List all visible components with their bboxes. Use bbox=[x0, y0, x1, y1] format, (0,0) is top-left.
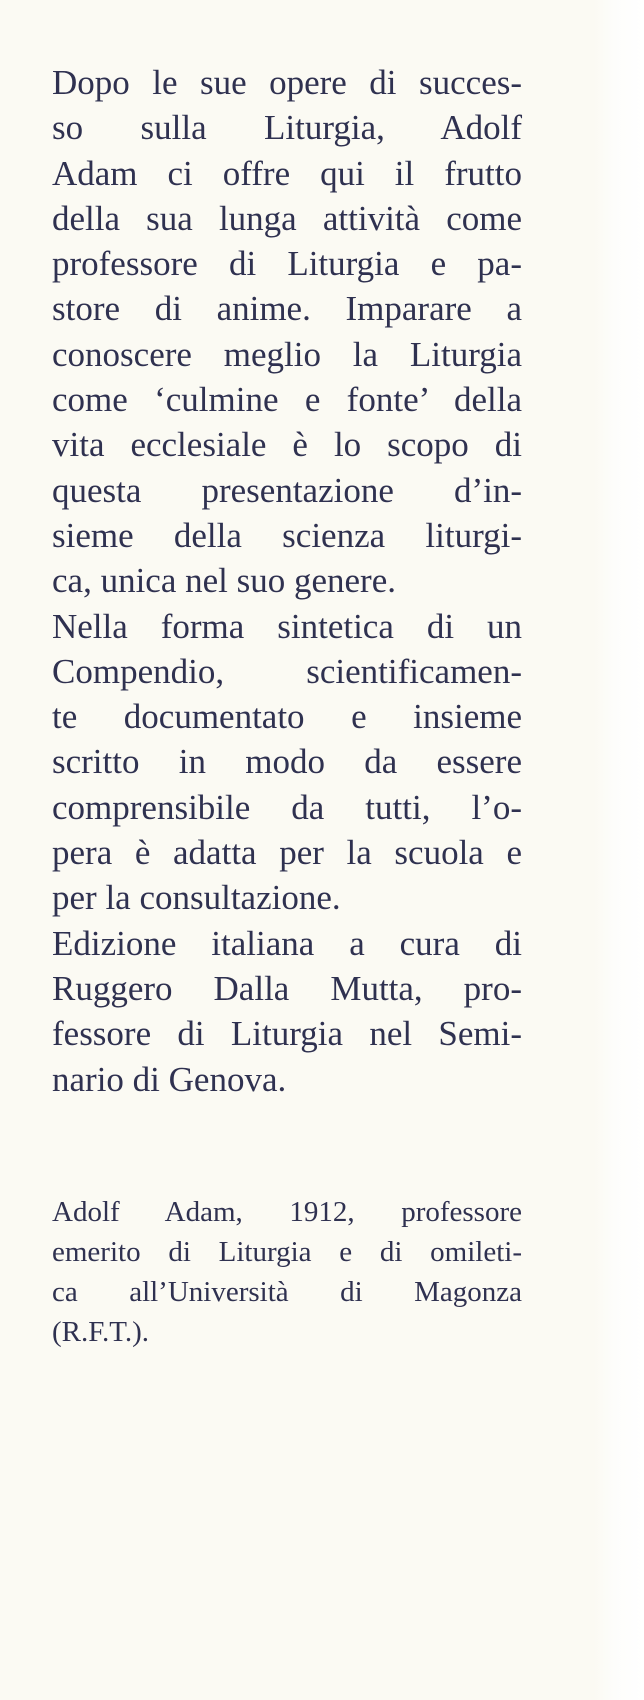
text-line: Dopo le sue opere di succes- bbox=[52, 63, 522, 102]
text-line: nario di Genova. bbox=[52, 1059, 287, 1099]
text-line: sieme della scienza liturgi- bbox=[52, 515, 522, 555]
text-line: conoscere meglio la Liturgia bbox=[52, 334, 522, 374]
text-line: vita ecclesiale è lo scopo di bbox=[52, 425, 522, 465]
description-paragraph-2 bbox=[52, 604, 522, 921]
text-line: della sua lunga attività come bbox=[52, 198, 522, 238]
text-line: comprensibile da tutti, l’o- bbox=[52, 787, 522, 827]
text-line: Edizione italiana a cura di bbox=[52, 923, 522, 963]
description-paragraph-3 bbox=[52, 921, 522, 1102]
text-line: store di anime. Imparare a bbox=[52, 289, 522, 329]
text-line: so sulla Liturgia, Adolf bbox=[52, 108, 522, 148]
text-line: come ‘culmine e fonte’ della bbox=[52, 380, 522, 420]
text-line: fessore di Liturgia nel Semi- bbox=[52, 1014, 522, 1054]
text-line: Compendio, scientificamen- bbox=[52, 651, 522, 691]
text-line: Nella forma sintetica di un bbox=[52, 606, 522, 646]
author-biography bbox=[52, 1192, 522, 1352]
text-line: scritto in modo da essere bbox=[52, 742, 522, 782]
text-line: Ruggero Dalla Mutta, pro- bbox=[52, 968, 522, 1008]
text-line: Adam ci offre qui il frutto bbox=[52, 153, 522, 193]
description-paragraph-1 bbox=[52, 60, 522, 604]
text-line: Adolf Adam, 1912, professore bbox=[52, 1196, 522, 1228]
book-description bbox=[52, 60, 522, 1102]
text-line: ca all’Università di Magonza bbox=[52, 1276, 522, 1308]
text-line: (R.F.T.). bbox=[52, 1316, 150, 1348]
text-line: emerito di Liturgia e di omileti- bbox=[52, 1236, 522, 1268]
text-line: questa presentazione d’in- bbox=[52, 470, 522, 510]
text-line: per la consultazione. bbox=[52, 878, 341, 918]
text-line: ca, unica nel suo genere. bbox=[52, 561, 397, 601]
page-edge-shadow bbox=[594, 0, 644, 1700]
text-line: pera è adatta per la scuola e bbox=[52, 833, 522, 873]
text-line: professore di Liturgia e pa- bbox=[52, 244, 522, 284]
text-line: te documentato e insieme bbox=[52, 697, 522, 737]
